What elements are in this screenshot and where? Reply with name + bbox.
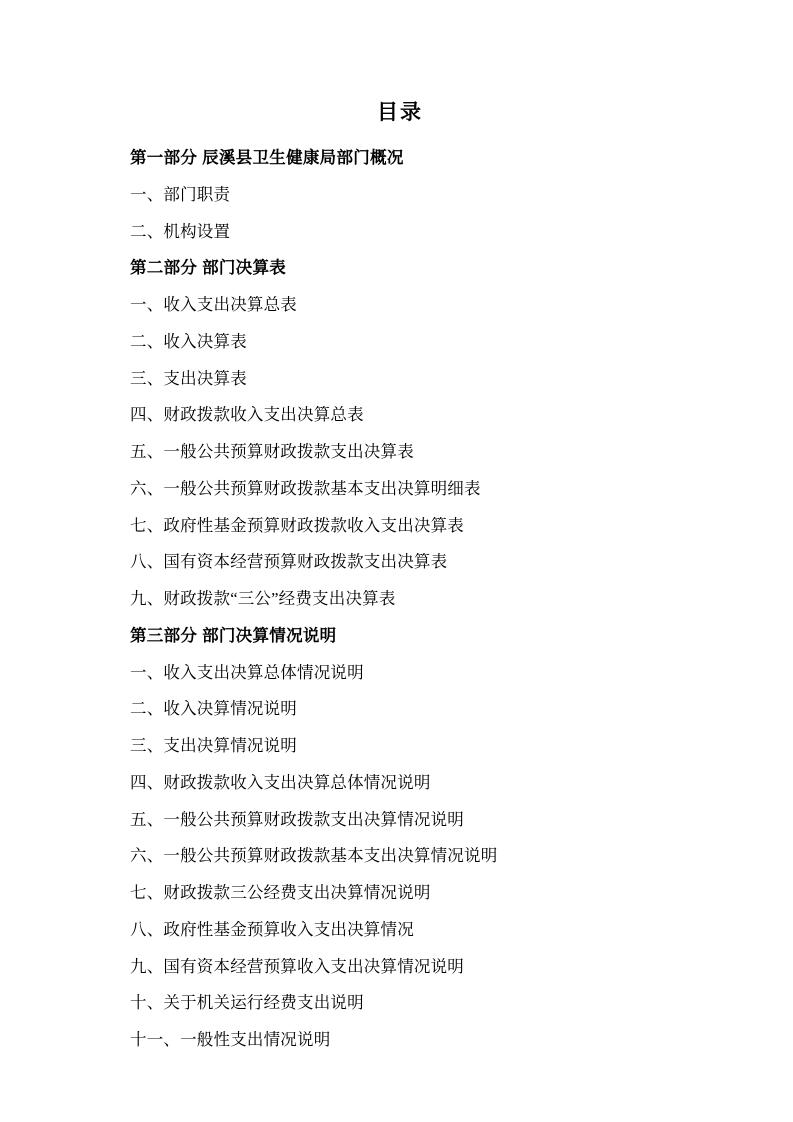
toc-part-heading: 第三部分 部门决算情况说明 [130, 626, 337, 645]
toc-entry[interactable]: 八、政府性基金预算收入支出决算情况 [130, 919, 414, 939]
toc-entry[interactable]: 九、国有资本经营预算收入支出决算情况说明 [130, 956, 464, 976]
table-of-contents [130, 96, 670, 1059]
toc-entry[interactable]: 五、一般公共预算财政拨款支出决算情况说明 [130, 809, 464, 829]
toc-entry[interactable]: 二、机构设置 [130, 221, 231, 241]
toc-entry[interactable]: 一、部门职责 [130, 184, 231, 204]
toc-section [130, 250, 670, 618]
toc-entry[interactable]: 三、支出决算情况说明 [130, 736, 297, 755]
toc-entry[interactable]: 一、收入支出决算总表 [130, 295, 297, 314]
toc-part-heading: 第二部分 部门决算表 [130, 259, 287, 278]
toc-entry[interactable]: 二、收入决算表 [130, 331, 247, 351]
page-title: 目录 [377, 101, 423, 124]
toc-entry[interactable]: 七、财政拨款三公经费支出决算情况说明 [130, 883, 431, 902]
toc-entry[interactable]: 十一、一般性支出情况说明 [130, 1030, 331, 1049]
toc-entry[interactable]: 五、一般公共预算财政拨款支出决算表 [130, 442, 414, 461]
toc-section [130, 618, 670, 1059]
toc-entry[interactable]: 一、收入支出决算总体情况说明 [130, 662, 364, 682]
toc-entry[interactable]: 六、一般公共预算财政拨款基本支出决算明细表 [130, 478, 481, 498]
toc-entry[interactable]: 九、财政拨款“三公”经费支出决算表 [130, 589, 396, 608]
toc-entry[interactable]: 四、财政拨款收入支出决算总体情况说明 [130, 772, 431, 792]
toc-entry[interactable]: 二、收入决算情况说明 [130, 699, 297, 719]
toc-entry[interactable]: 八、国有资本经营预算财政拨款支出决算表 [130, 552, 448, 572]
toc-entry[interactable]: 七、政府性基金预算财政拨款收入支出决算表 [130, 515, 464, 535]
toc-entry[interactable]: 六、一般公共预算财政拨款基本支出决算情况说明 [130, 846, 498, 866]
toc-entry[interactable]: 三、支出决算表 [130, 368, 247, 388]
toc-entry[interactable]: 十、关于机关运行经费支出说明 [130, 993, 364, 1013]
toc-section [130, 140, 670, 250]
toc-entry[interactable]: 四、财政拨款收入支出决算总表 [130, 405, 364, 425]
toc-part-heading: 第一部分 辰溪县卫生健康局部门概况 [130, 149, 404, 167]
